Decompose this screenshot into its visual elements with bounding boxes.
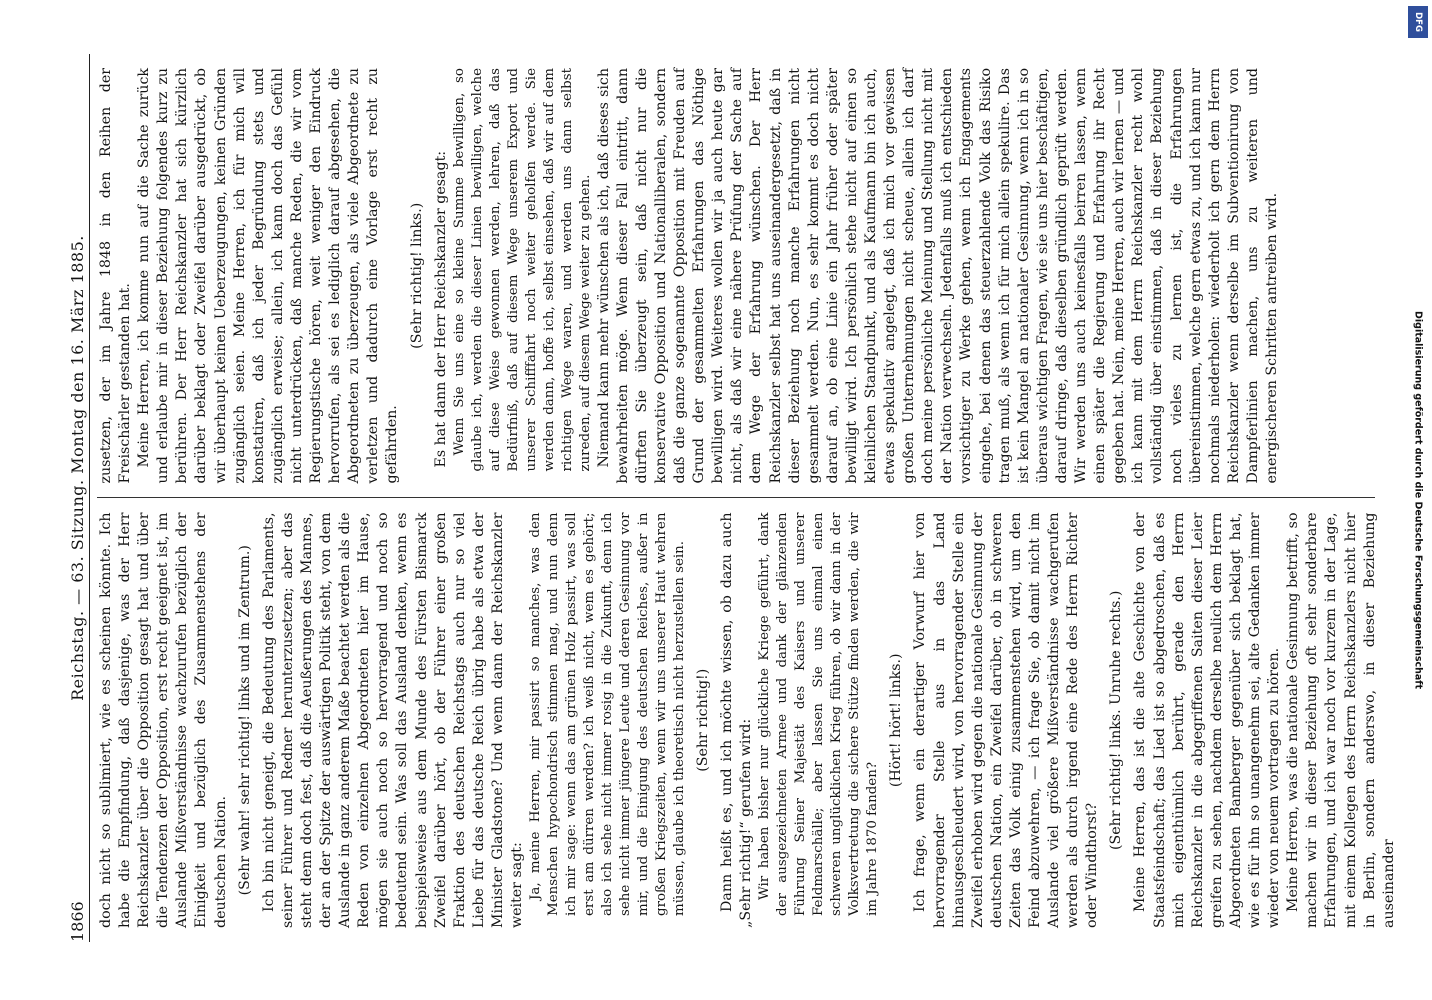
running-head: Reichstag. — 63. Sitzung. Montag den 16. März 1885. [67,235,87,701]
paragraph: Niemand kann mehr wünschen als ich, daß dieses sich bewahrheiten möge. Wenn dieser Fall eintritt, dann dürften Sie überzeugt sein, daß nicht nur die konservative Opposition und Nationalliberalen, sondern daß die ganze sogenannte Opposition mit Freuden auf Grund der gesammelten Erfahrungen das Nöthige bewilligen wird. Weiteres wollen wir ja auch heute gar nicht, als daß wir eine nähere Prüfung der Sache auf dem Wege der Erfahrung wünschen. Der Herr Reichskanzler selbst hat uns auseinandergesetzt, daß in dieser Beziehung noch manche Erfahrungen nicht gesammelt werden. Nun, es sehr kommt es doch nicht darauf an, ob eine Linie ein Jahr früher oder später bewilligt wird. Ich persönlich stehe nicht auf einen so kleinlichen Standpunkt, und als Kaufmann bin ich auch, etwas spekulativ angelegt, daß ich mich vor gewissen großen Unternehmungen nicht scheue, allein ich darf doch meine persönliche Meinung und Stellung nicht mit der Nation verwechseln. Jedenfalls muß ich entschieden vorsichtiger zu Werke gehen, wenn ich Engagements eingehe, bei denen das steuerzahlende Volk das Risiko tragen muß, als wenn ich für mich allein spekulire. Das ist kein Mangel an nationaler Gesinnung, wenn ich in so überaus wichtigen Fragen, wie sie uns hier beschäftigen, darauf dringe, daß dieselben gründlich geprüft werden. Wir werden uns auch keinesfalls beirren lassen, wenn einen später die Regierung und Erfahrung ihr Recht gegeben hat. Nein, meine Herren, auch wir lernen — und ich kann mit dem Herrn Reichskanzler recht wohl vollständig über einstimmen, daß in dieser Beziehung noch vieles zu lernen ist, die Erfahrungen übereinstimmen, welche gern etwas zu, und ich kann nur nochmals niederholen: wiederholt ich gern dem Herrn Reichskanzler wenn derselbe im Subventionirung von Dampferlinien machen, uns zu weiteren und energischeren Schritten antreiben wird. [595,68,1280,484]
page-number: 1866 [67,901,87,942]
document-page [41,30,1397,970]
paragraph: Es hat dann der Herr Reichskanzler gesagt: [432,150,449,468]
interjection: (Sehr richtig!) [695,668,712,772]
paragraph: doch nicht so sublimiert, wie es scheinen könnte. Ich habe die Empfindung, daß dasjenige, was der Herr Reichskanzler über die Opposition gesagt hat und über die Tendenzen der Opposition, erst recht geeignet ist, im Auslande Mißverständnisse wachzurufen bezüglich der Einigkeit und bezüglich des Zusammenstehens der deutschen Nation. [98,512,229,928]
text-column-right [97,54,1375,499]
page-header [65,54,90,942]
paragraph: Meine Herren, ich komme nun auf die Sache zurück und erlaube mir in dieser Beziehung folgendes kurz zu berühren. Der Herr Reichskanzler hat sich kürzlich darüber beklagt oder Zweifel darüber ausgedrückt, ob wir überhaupt keinen Ueberzeugungen, keinen Gründen zugänglich seien. Meine Herren, ich für mich will konstatiren, daß ich jeder Begründung stets und zugänglich erweise; allein, ich kann doch das Gefühl nicht unterdrücken, daß manche Reden, die wir vom Regierungstische hören, weit weniger den Eindruck hervorrufen, als sei es lediglich darauf abgesehen, die Abgeordneten zu überzeugen, als viele Abgeordnete zu verletzen und dadurch eine Vorlage erst recht zu gefährden. [136,68,401,484]
interjection: (Hört! hört! links.) [888,653,905,788]
paragraph: zusetzen, der im Jahre 1848 in den Reihen der Freischärler gestanden hat. [98,68,134,484]
paragraph: Meine Herren, was die nationale Gesinnung betrifft, so machen wir in dieser Beziehung oft sehr sonderbare Erfahrungen, und ich war noch vor kurzem in der Lage, mit einem Kollegen des Herrn Reichskanzlers nicht hier in Berlin, sondern anderswo, in dieser Beziehung auseinander [1285,512,1397,928]
paragraph: Meine Herren, das ist die alte Geschichte von der Staatsfeindschaft; das Lied ist so abgedroschen, daß es mich eigenthümlich berührt, gerade den Herrn Reichskanzler in die abgegriffenen Saiten dieser Leier greifen zu sehen, nachdem derselbe neulich dem Herrn Abgeordneten Bamberger gegenüber sich beklagt hat, wie es für ihn so unangenehm sei, alte Gedanken immer wieder von neuem vortragen zu hören. [1132,512,1283,928]
interjection: (Sehr wahr! sehr richtig! links und im Zentrum.) [236,545,253,896]
paragraph: Ja, meine Herren, mir passirt so manches, was den Menschen hypochondrisch stimmen mag, und nun denn ich mir sage: wenn das am grünen Holz passirt, was soll erst am dürren werden? ich weiß nicht, wem es gehört; also ich sehe nicht immer rosig in die Zukunft, denn ich sehe nicht immer jüngere Leute und deren Gesinnung vor mir, und die Einigung des deutschen Reiches, außer in großen Kriegszeiten, wenn wir uns unserer Haut wehren müssen, glaube ich theoretisch nicht herzustellen sein. [528,512,688,916]
paragraph: Ich frage, wenn ein derartiger Vorwurf hier von hervorragender Stelle aus in das Land hinausgeschleudert wird, von hervorragender Stelle ein Zweifel erhoben wird gegen die nationale Gesinnung der deutschen Nation, ein Zweifel darüber, ob in schweren Zeiten das Volk einig zusammenstehen wird, um den Feind abzuwehren, — ich frage Sie, ob damit nicht im Auslande viel größere Mißverständnisse wachgerufen werden als durch irgend eine Rede des Herrn Richter oder Windthorst? [912,512,1101,928]
interjection: (Sehr richtig! links. Unruhe rechts.) [1108,590,1125,850]
dfg-logo: DFG [1408,6,1428,38]
paragraph: Ich bin nicht geneigt, die Bedeutung des Parlaments, seiner Führer und Redner herunterzusetzen; aber das steht denn doch fest, daß die Aeußerungen des Mannes, der an der Spitze der auswärtigen Politik steht, von dem Auslande in ganz anderem Maße beachtet werden als die Reden von einzelnen Abgeordneten hier im Hause, mögen sie auch noch so hervorragend und noch so bedeutend sein. Was soll das Ausland denken, wenn es beispielsweise aus dem Munde des Fürsten Bismarck Zweifel darüber hört, ob der Führer einer großen Fraktion des deutschen Reichstags auch nur so viel Liebe für das deutsche Reich übrig habe als etwa der Minister Gladstone? Und wenn dann der Reichskanzler weiter sagt: [260,512,525,928]
interjection: (Sehr richtig! links.) [408,202,425,349]
text-column-left [97,499,1397,943]
text-body [97,54,1397,942]
dfg-notice: Digitalisierung gefördert durch die Deutsche Forschungsgemeinschaft [1412,311,1424,689]
paragraph: Wir haben bisher nur glückliche Kriege geführt, dank der ausgezeichneten Armee und dank der glänzenden Führung Seiner Majestät des Kaisers und unserer Feldmarschälle; aber lassen Sie uns einmal einen schweren unglücklichen Krieg führen, ob wir dann in der Volksvertretung die sichere Stütze finden werden, die wir im Jahre 1870 fanden? [757,512,881,916]
paragraph: Wenn Sie uns eine so kleine Summe bewilligen, so glaube ich, werden die dieser Linien bewilligen, welche auf diese Weise gewonnen werden, lehren, daß das Bedürfniß, daß auf diesem Wege unserem Export und unserer Schifffahrt noch weiter geholfen werde. Sie werden dann, hoffe ich, selbst einsehen, daß wir auf dem richtigen Wege waren, und werden uns dann selbst zureden, auf diesem Wege weiter zu gehen. [451,68,593,472]
dfg-sidebar [1404,0,1432,1000]
paragraph: Dann heißt es, und ich möchte wissen, ob dazu auch „Sehr richtig!“ gerufen wird: [719,512,755,928]
